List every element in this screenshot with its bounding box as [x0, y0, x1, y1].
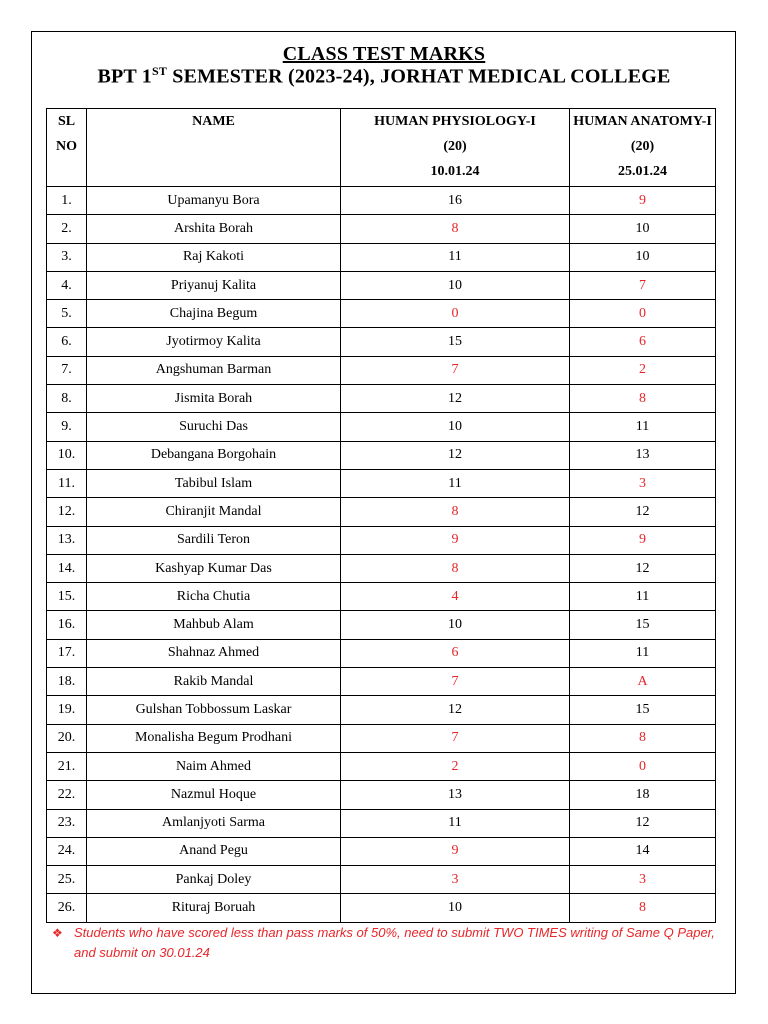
human-physiology-mark-cell: 10 — [341, 894, 570, 922]
human-anatomy-mark-cell: 6 — [570, 328, 716, 356]
human-physiology-mark-cell: 10 — [341, 271, 570, 299]
student-name-cell: Naim Ahmed — [87, 752, 341, 780]
human-anatomy-mark-cell: 12 — [570, 809, 716, 837]
sl-no-cell: 19. — [47, 696, 87, 724]
student-name-cell: Nazmul Hoque — [87, 781, 341, 809]
table-row — [47, 639, 716, 667]
human-physiology-mark-cell: 9 — [341, 526, 570, 554]
student-name-cell: Richa Chutia — [87, 583, 341, 611]
sl-no-cell: 1. — [47, 187, 87, 215]
table-row — [47, 724, 716, 752]
human-anatomy-mark-cell: 2 — [570, 356, 716, 384]
table-row — [47, 526, 716, 554]
sl-no-cell: 6. — [47, 328, 87, 356]
page-subtitle — [0, 64, 768, 89]
student-name-cell: Monalisha Begum Prodhani — [87, 724, 341, 752]
sl-no-cell: 7. — [47, 356, 87, 384]
marks-table — [46, 108, 716, 923]
student-name-cell: Gulshan Tobbossum Laskar — [87, 696, 341, 724]
sl-no-cell: 18. — [47, 668, 87, 696]
sl-no-cell: 16. — [47, 611, 87, 639]
sl-no-cell: 15. — [47, 583, 87, 611]
table-row — [47, 328, 716, 356]
sl-header-line2: NO — [56, 139, 77, 154]
student-name-cell: Rakib Mandal — [87, 668, 341, 696]
table-row — [47, 356, 716, 384]
human-anatomy-mark-cell: 15 — [570, 611, 716, 639]
sl-no-cell: 9. — [47, 413, 87, 441]
student-name-cell: Priyanuj Kalita — [87, 271, 341, 299]
human-anatomy-mark-cell: 18 — [570, 781, 716, 809]
student-name-cell: Sardili Teron — [87, 526, 341, 554]
student-name-cell: Amlanjyoti Sarma — [87, 809, 341, 837]
human-anatomy-mark-cell: 10 — [570, 243, 716, 271]
human-anatomy-mark-cell: 13 — [570, 441, 716, 469]
human-anatomy-mark-cell: 8 — [570, 385, 716, 413]
hp-header-line2: (20) — [443, 139, 467, 154]
table-row — [47, 243, 716, 271]
human-anatomy-mark-cell: 0 — [570, 300, 716, 328]
sl-no-cell: 17. — [47, 639, 87, 667]
table-row — [47, 385, 716, 413]
table-row — [47, 215, 716, 243]
sl-no-cell: 25. — [47, 866, 87, 894]
human-physiology-mark-cell: 7 — [341, 668, 570, 696]
human-physiology-mark-cell: 11 — [341, 809, 570, 837]
human-physiology-mark-cell: 8 — [341, 554, 570, 582]
student-name-cell: Tabibul Islam — [87, 469, 341, 497]
human-anatomy-mark-cell: 12 — [570, 498, 716, 526]
sl-no-cell: 2. — [47, 215, 87, 243]
human-physiology-mark-cell: 4 — [341, 583, 570, 611]
subtitle-suffix: SEMESTER (2023-24), JORHAT MEDICAL COLLEGE — [167, 65, 671, 88]
table-row — [47, 300, 716, 328]
sl-no-cell: 11. — [47, 469, 87, 497]
sl-no-cell: 23. — [47, 809, 87, 837]
subtitle-superscript: ST — [151, 64, 168, 78]
human-physiology-mark-cell: 8 — [341, 498, 570, 526]
student-name-cell: Raj Kakoti — [87, 243, 341, 271]
human-physiology-mark-cell: 11 — [341, 469, 570, 497]
student-name-cell: Shahnaz Ahmed — [87, 639, 341, 667]
human-physiology-mark-cell: 12 — [341, 696, 570, 724]
human-physiology-mark-cell: 13 — [341, 781, 570, 809]
student-name-cell: Mahbub Alam — [87, 611, 341, 639]
human-anatomy-mark-cell: 11 — [570, 583, 716, 611]
student-name-cell: Upamanyu Bora — [87, 187, 341, 215]
human-physiology-mark-cell: 10 — [341, 611, 570, 639]
human-physiology-mark-cell: 16 — [341, 187, 570, 215]
human-physiology-mark-cell: 12 — [341, 385, 570, 413]
ha-header-line3: 25.01.24 — [618, 164, 667, 179]
column-header-human-anatomy — [570, 109, 716, 187]
human-physiology-mark-cell: 12 — [341, 441, 570, 469]
student-name-cell: Jyotirmoy Kalita — [87, 328, 341, 356]
ha-header-line1: HUMAN ANATOMY-I — [573, 114, 712, 129]
student-name-cell: Suruchi Das — [87, 413, 341, 441]
human-physiology-mark-cell: 10 — [341, 413, 570, 441]
human-anatomy-mark-cell: 15 — [570, 696, 716, 724]
human-anatomy-mark-cell: A — [570, 668, 716, 696]
student-name-cell: Kashyap Kumar Das — [87, 554, 341, 582]
table-row — [47, 413, 716, 441]
student-name-cell: Jismita Borah — [87, 385, 341, 413]
human-anatomy-mark-cell: 3 — [570, 469, 716, 497]
sl-no-cell: 13. — [47, 526, 87, 554]
footnote-text: Students who have scored less than pass marks of 50%, need to submit TWO TIMES writing of Same Q Paper, and submit on 30.01.24 — [74, 925, 715, 960]
human-anatomy-mark-cell: 10 — [570, 215, 716, 243]
human-anatomy-mark-cell: 11 — [570, 413, 716, 441]
human-anatomy-mark-cell: 9 — [570, 526, 716, 554]
table-row — [47, 752, 716, 780]
table-row — [47, 696, 716, 724]
sl-no-cell: 22. — [47, 781, 87, 809]
student-name-cell: Debangana Borgohain — [87, 441, 341, 469]
table-row — [47, 187, 716, 215]
table-row — [47, 583, 716, 611]
table-row — [47, 668, 716, 696]
footnote — [54, 923, 734, 963]
human-anatomy-mark-cell: 8 — [570, 894, 716, 922]
table-row — [47, 271, 716, 299]
human-anatomy-mark-cell: 0 — [570, 752, 716, 780]
sl-no-cell: 14. — [47, 554, 87, 582]
human-physiology-mark-cell: 7 — [341, 724, 570, 752]
human-physiology-mark-cell: 9 — [341, 837, 570, 865]
diamond-bullet-icon: ❖ — [52, 926, 63, 940]
column-header-sl-no — [47, 109, 87, 187]
column-header-human-physiology — [341, 109, 570, 187]
student-name-cell: Anand Pegu — [87, 837, 341, 865]
table-row — [47, 469, 716, 497]
page-title: CLASS TEST MARKS — [282, 43, 486, 65]
table-row — [47, 894, 716, 922]
human-physiology-mark-cell: 15 — [341, 328, 570, 356]
human-anatomy-mark-cell: 7 — [570, 271, 716, 299]
human-anatomy-mark-cell: 9 — [570, 187, 716, 215]
human-anatomy-mark-cell: 14 — [570, 837, 716, 865]
human-physiology-mark-cell: 0 — [341, 300, 570, 328]
human-anatomy-mark-cell: 3 — [570, 866, 716, 894]
student-name-cell: Chiranjit Mandal — [87, 498, 341, 526]
table-row — [47, 837, 716, 865]
human-physiology-mark-cell: 2 — [341, 752, 570, 780]
student-name-cell: Angshuman Barman — [87, 356, 341, 384]
table-header-row — [47, 109, 716, 187]
human-anatomy-mark-cell: 12 — [570, 554, 716, 582]
human-anatomy-mark-cell: 11 — [570, 639, 716, 667]
student-name-cell: Arshita Borah — [87, 215, 341, 243]
human-physiology-mark-cell: 3 — [341, 866, 570, 894]
sl-no-cell: 20. — [47, 724, 87, 752]
table-row — [47, 498, 716, 526]
subtitle-prefix: BPT 1 — [97, 65, 152, 88]
sl-no-cell: 8. — [47, 385, 87, 413]
sl-no-cell: 24. — [47, 837, 87, 865]
sl-no-cell: 12. — [47, 498, 87, 526]
table-row — [47, 809, 716, 837]
human-physiology-mark-cell: 7 — [341, 356, 570, 384]
hp-header-line1: HUMAN PHYSIOLOGY-I — [374, 114, 536, 129]
student-name-cell: Rituraj Boruah — [87, 894, 341, 922]
sl-no-cell: 4. — [47, 271, 87, 299]
table-row — [47, 866, 716, 894]
sl-header-line1: SL — [57, 114, 76, 129]
sl-no-cell: 21. — [47, 752, 87, 780]
table-row — [47, 554, 716, 582]
sl-no-cell: 10. — [47, 441, 87, 469]
human-physiology-mark-cell: 6 — [341, 639, 570, 667]
student-name-cell: Pankaj Doley — [87, 866, 341, 894]
human-physiology-mark-cell: 11 — [341, 243, 570, 271]
hp-header-line3: 10.01.24 — [430, 164, 480, 179]
human-anatomy-mark-cell: 8 — [570, 724, 716, 752]
marks-table-body — [47, 187, 716, 923]
table-row — [47, 781, 716, 809]
ha-header-line2: (20) — [630, 139, 655, 154]
human-physiology-mark-cell: 8 — [341, 215, 570, 243]
sl-no-cell: 5. — [47, 300, 87, 328]
sl-no-cell: 3. — [47, 243, 87, 271]
student-name-cell: Chajina Begum — [87, 300, 341, 328]
table-row — [47, 441, 716, 469]
column-header-name: NAME — [87, 109, 341, 187]
sl-no-cell: 26. — [47, 894, 87, 922]
table-row — [47, 611, 716, 639]
